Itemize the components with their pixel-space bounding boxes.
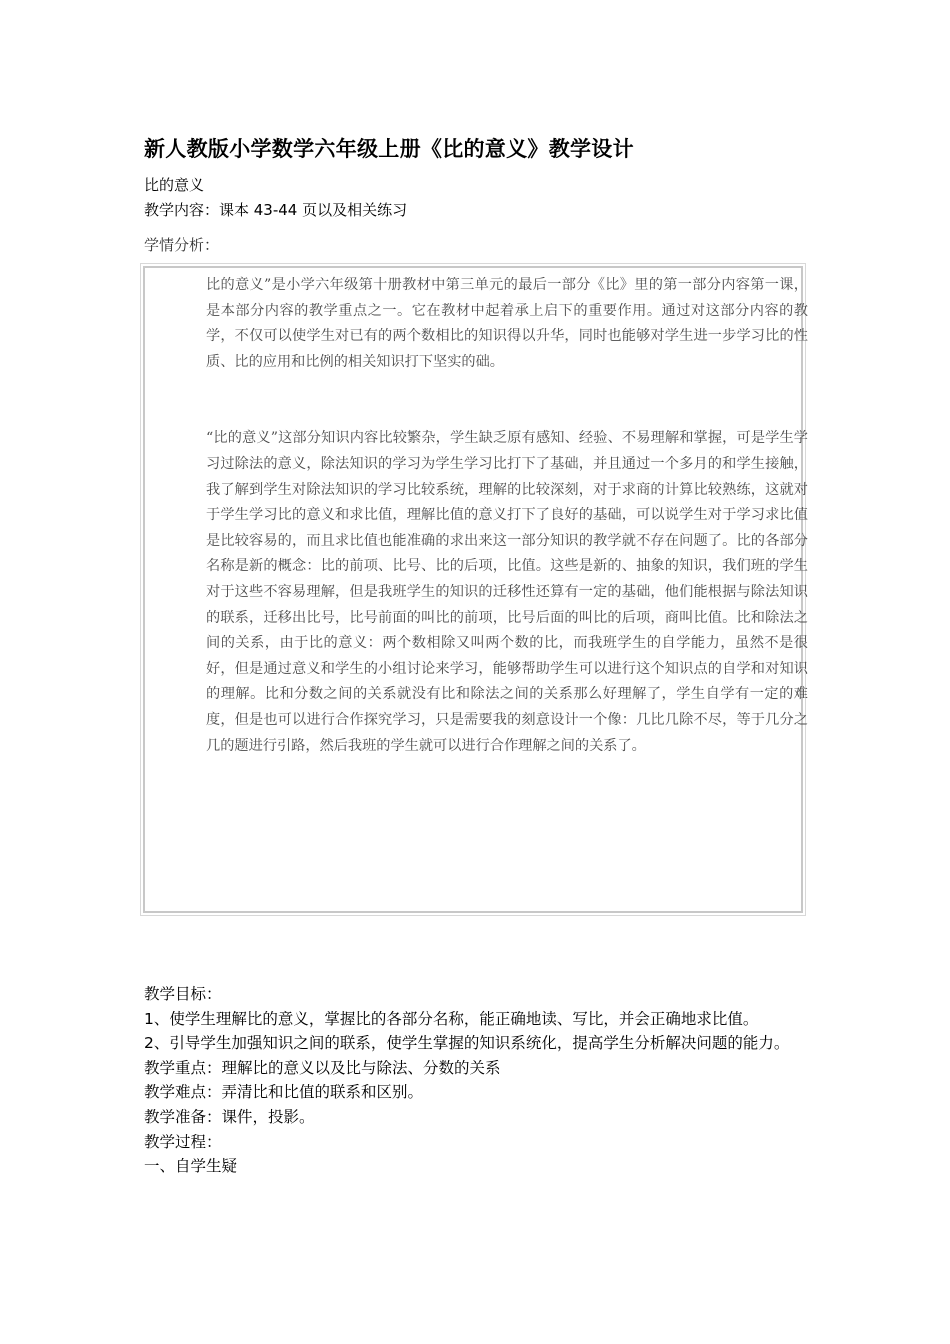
goal-item-1: 1、使学生理解比的意义，掌握比的各部分名称，能正确地读、写比，并会正确地求比值。: [144, 1009, 759, 1028]
preparation-line: 教学准备：课件，投影。: [144, 1107, 315, 1126]
goal-item-2: 2、引导学生加强知识之间的联系，使学生掌握的知识系统化，提高学生分析解决问题的能力。: [144, 1034, 790, 1053]
lesson-plan-body: [144, 982, 804, 1179]
lesson-subtitle: 比的意义: [144, 176, 205, 194]
goals-label: 教学目标：: [144, 985, 222, 1003]
difficulty-line: 教学难点：弄清比和比值的联系和区别。: [144, 1083, 424, 1102]
student-analysis-text: [206, 273, 808, 759]
analysis-paragraph-2: “比的意义”这部分知识内容比较繁杂，学生缺乏原有感知、经验、不易理解和掌握，可是学生学习过除法的意义，除法知识的学习为学生学习比打下了基础，并且通过一个多月的和学生接触，我了解到学生对除法知识的学习比较系统，理解的比较深刻，对于求商的计算比较熟练，这就对于学生学习比的意义和求比值，理解比值的意义打下了良好的基础，可以说学生对于学习求比值是比较容易的，而且求比值也能准确的求出来这一部分知识的教学就不存在问题了。比的各部分名称是新的概念：比的前项、比号、比的后项，比值。这些是新的、抽象的知识，我们班的学生对于这些不容易理解，但是我班学生的知识的迁移性还算有一定的基础，他们能根据与除法知识的联系，迁移出比号，比号前面的叫比的前项，比号后面的叫比的后项，商叫比值。比和除法之间的关系，由于比的意义：两个数相除又叫两个数的比，而我班学生的自学能力，虽然不是很好，但是通过意义和学生的小组讨论来学习，能够帮助学生可以进行这个知识点的自学和对知识的理解。比和分数之间的关系就没有比和除法之间的关系那么好理解了，学生自学有一定的难度，但是也可以进行合作探究学习，只是需要我的刻意设计一个像：几比几除不尽，等于几分之几的题进行引路，然后我班的学生就可以进行合作理解之间的关系了。: [206, 430, 808, 754]
key-point-line: 教学重点：理解比的意义以及比与除法、分数的关系: [144, 1058, 501, 1077]
process-label: 教学过程：: [144, 1132, 222, 1151]
analysis-paragraph-1: 比的意义”是小学六年级第十册教材中第三单元的最后一部分《比》里的第一部分内容第一课，是本部分内容的教学重点之一。它在教材中起着承上启下的重要作用。通过对这部分内容的教学，不仅可以使学生对已有的两个数相比的知识得以升华，同时也能够对学生进一步学习比的性质、比的应用和比例的相关知识打下坚实的础。: [206, 277, 808, 370]
document-title: 新人教版小学数学六年级上册《比的意义》教学设计: [144, 137, 634, 161]
teaching-content-line: 教学内容：课本 43-44 页以及相关练习: [144, 201, 408, 219]
section-heading-1: 一、自学生疑: [144, 1157, 238, 1176]
student-analysis-box: [143, 266, 808, 913]
student-analysis-label: 学情分析：: [144, 236, 220, 254]
